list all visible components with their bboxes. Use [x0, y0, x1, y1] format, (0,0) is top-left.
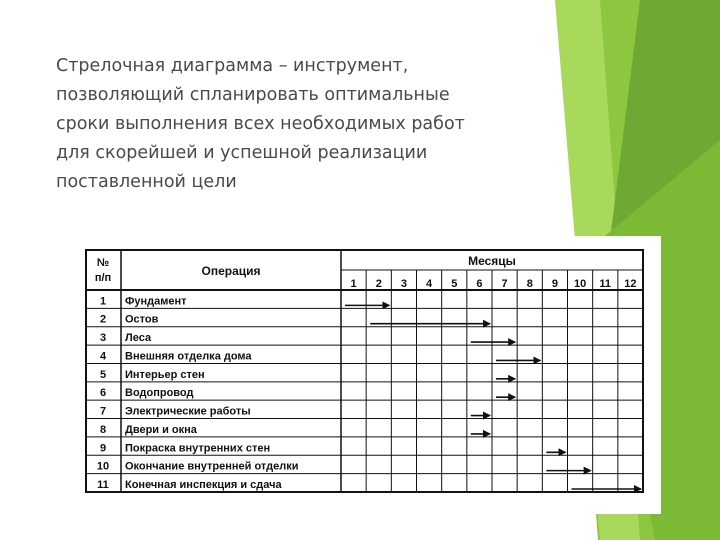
title-line: поставленной цели [56, 172, 237, 192]
row-number: 9 [99, 442, 107, 455]
header-months-label: Месяцы [468, 254, 516, 268]
row-number: 10 [96, 460, 110, 473]
row-operation: Интерьер стен [125, 368, 205, 381]
header-operation-label: Операция [201, 264, 261, 278]
row-number: 6 [99, 387, 107, 400]
row-operation: Внешняя отделка дома [125, 350, 252, 363]
title-line: для скорейшей и успешной реализации [56, 143, 428, 163]
month-number: 4 [426, 278, 433, 290]
month-number: 3 [400, 278, 407, 290]
month-number: 6 [476, 278, 483, 290]
title-line: Стрелочная диаграмма – инструмент, [56, 56, 409, 76]
row-operation: Фундамент [125, 295, 187, 308]
month-number: 10 [573, 278, 587, 290]
row-number: 8 [99, 423, 107, 436]
arrow-diagram-table-image [83, 236, 661, 514]
arrow-diagram-table [83, 236, 661, 514]
row-operation: Остов [125, 313, 159, 326]
title-line: сроки выполнения всех необходимых работ [56, 114, 465, 134]
title-line: позволяющий спланировать оптимальные [56, 85, 450, 105]
row-number: 11 [97, 479, 109, 491]
header-number-label: п/п [94, 272, 112, 284]
row-number: 7 [99, 405, 107, 418]
row-operation: Конечная инспекция и сдача [125, 479, 282, 491]
row-operation: Двери и окна [125, 423, 197, 436]
slide-title [56, 52, 576, 197]
row-operation: Окончание внутренней отделки [125, 460, 299, 473]
row-operation: Водопровод [125, 387, 194, 400]
row-number: 1 [99, 295, 107, 308]
month-number: 1 [350, 278, 357, 290]
row-number: 2 [99, 313, 107, 326]
row-operation: Леса [125, 332, 152, 345]
month-number: 5 [451, 278, 458, 290]
row-number: 3 [99, 332, 107, 345]
month-number: 2 [375, 278, 382, 290]
month-number: 11 [599, 278, 612, 290]
header-number-label: № [96, 257, 110, 269]
month-number: 7 [501, 278, 508, 290]
row-number: 5 [99, 368, 107, 381]
month-number: 12 [624, 278, 637, 290]
month-number: 9 [551, 278, 558, 290]
row-operation: Покраска внутренних стен [125, 442, 271, 455]
row-operation: Электрические работы [125, 405, 251, 418]
month-number: 8 [526, 278, 533, 290]
row-number: 4 [99, 350, 107, 363]
